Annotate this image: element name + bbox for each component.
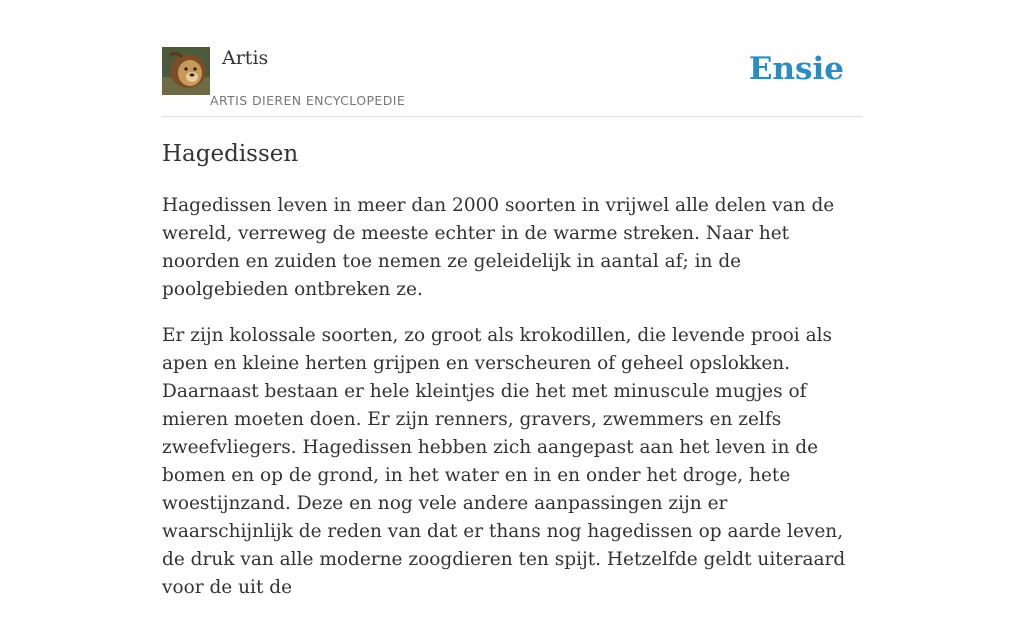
author-name[interactable]: Artis — [222, 47, 269, 69]
brand-logo[interactable]: Ensie — [748, 51, 844, 87]
page-container — [162, 0, 862, 598]
article-paragraph: Hagedissen leven in meer dan 2000 soorten in vrijwel alle delen van de wereld, verreweg de meeste echter in de warme streken. Naar het noorden en zuiden toe nemen ze geleidelijk in aantal af; in de poolgebieden ontbreken ze. — [162, 195, 835, 300]
header — [162, 0, 862, 117]
article-body — [162, 192, 862, 620]
article-title: Hagedissen — [162, 141, 299, 167]
author-subtitle: ARTIS DIEREN ENCYCLOPEDIE — [210, 93, 406, 108]
article-paragraph: Er zijn kolossale soorten, zo groot als krokodillen, die levende prooi als apen en kleine herten grijpen en verscheuren of geheel opslokken. Daarnaast bestaan er hele kleintjes die het met minuscule mugjes of mieren moeten doen. Er zijn renners, gravers, zwemmers en zelfs zweefvliegers. Hagedissen hebben zich aangepast aan het leven in de bomen en op de grond, in het water en in en onder het droge, hete woestijnzand. Deze en nog vele andere aanpassingen zijn er waarschijnlijk de reden van dat er thans nog hagedissen op aarde leven, de druk van alle moderne zoogdieren ten spijt. Hetzelfde geldt uiteraard voor de uit de — [162, 325, 846, 598]
lion-avatar-icon[interactable] — [162, 47, 210, 95]
